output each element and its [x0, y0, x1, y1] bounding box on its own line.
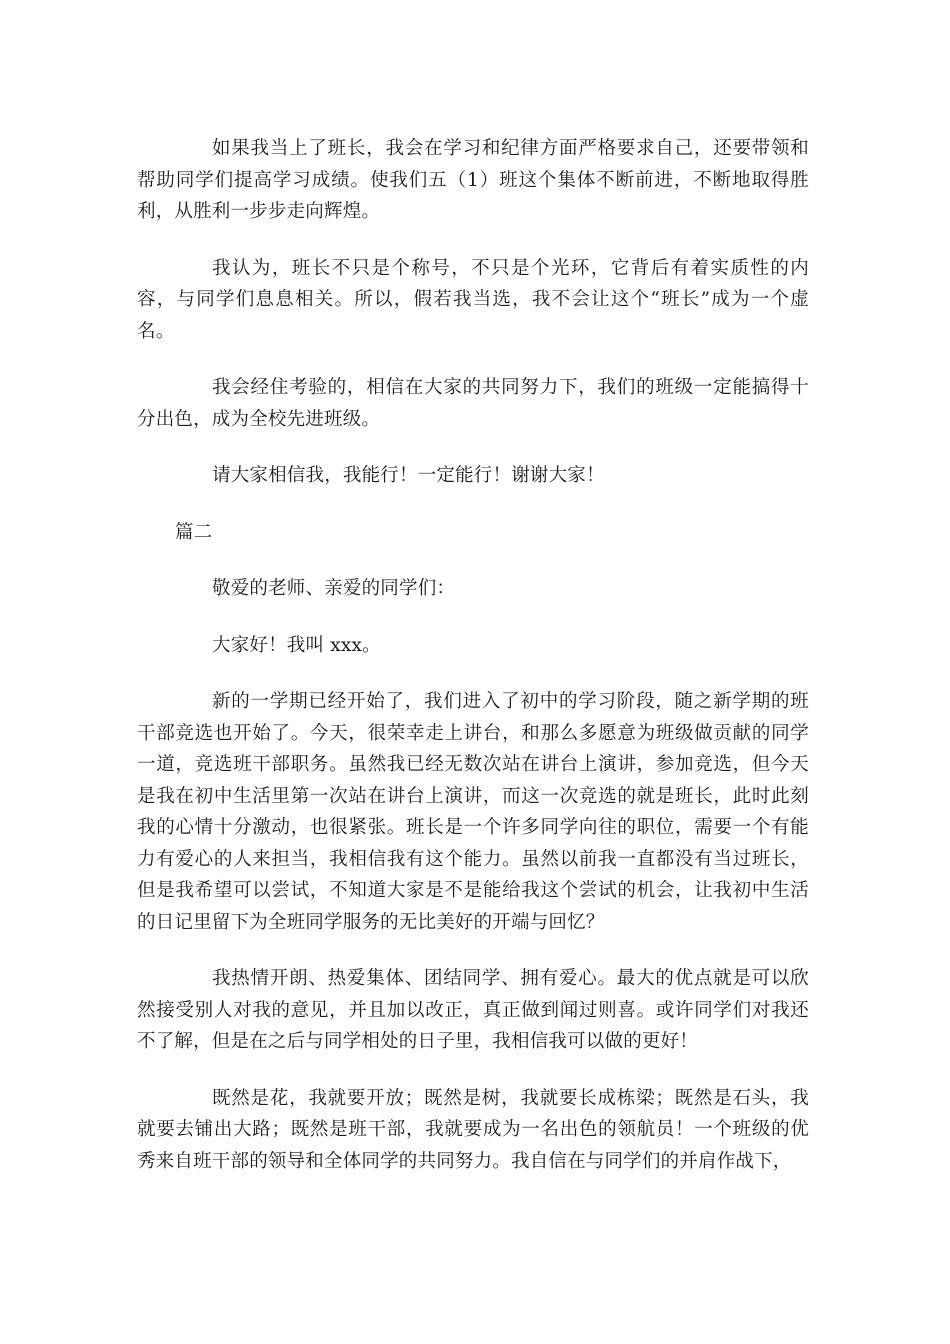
paragraph-2: 我认为，班长不只是个称号，不只是个光环，它背后有着实质性的内容，与同学们息息相关。所以，假若我当选，我不会让这个“班长”成为一个虚名。 [137, 257, 809, 342]
paragraph-6: 我热情开朗、热爱集体、团结同学、拥有爱心。最大的优点就是可以欣然接受别人对我的意见，并且加以改正，真正做到闻过则喜。或许同学们对我还不了解，但是在之后与同学相处的日子里，我相信我可以做的更好！ [137, 968, 809, 1052]
greeting-line: 敬爱的老师、亲爱的同学们： [212, 578, 456, 599]
section-heading: 篇二 [175, 521, 213, 543]
paragraph-7: 既然是花，我就要开放；既然是树，我就要长成栋梁；既然是石头，我就要去铺出大路；既然是班干部，我就要成为一名出色的领航员！一个班级的优秀来自班干部的领导和全体同学的共同努力。我自信在与同学们的并肩作战下， [137, 1087, 809, 1172]
introduction-line: 大家好！我叫 xxx。 [212, 634, 381, 656]
paragraph-1: 如果我当上了班长，我会在学习和纪律方面严格要求自己，还要带领和帮助同学们提高学习成绩。使我们五（1）班这个集体不断前进，不断地取得胜利，从胜利一步步走向辉煌。 [137, 138, 809, 222]
paragraph-5: 新的一学期已经开始了，我们进入了初中的学习阶段，随之新学期的班干部竞选也开始了。今天，很荣幸走上讲台，和那么多愿意为班级做贡献的同学一道，竞选班干部职务。虽然我已经无数次站在讲台上演讲，参加竞选，但今天是我在初中生活里第一次站在讲台上演讲，而这一次竞选的就是班长，此时此刻我的心情十分激动，也很紧张。班长是一个许多同学向往的职位，需要一个有能力有爱心的人来担当，我相信我有这个能力。虽然以前我一直都没有当过班长，但是我希望可以尝试，不知道大家是不是能给我这个尝试的机会，让我初中生活的日记里留下为全班同学服务的无比美好的开端与回忆？ [137, 691, 809, 933]
paragraph-3: 我会经住考验的，相信在大家的共同努力下，我们的班级一定能搞得十分出色，成为全校先进班级。 [137, 377, 809, 430]
document-body [137, 133, 809, 1202]
paragraph-4: 请大家相信我，我能行！一定能行！谢谢大家！ [212, 465, 605, 486]
